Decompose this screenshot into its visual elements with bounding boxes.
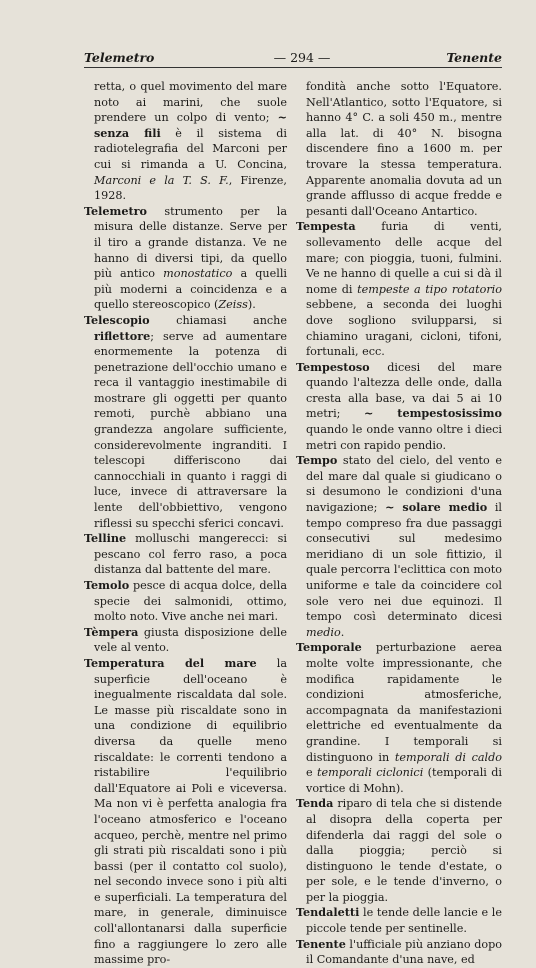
headword: Tempo (296, 453, 338, 468)
headword: Telemetro (84, 203, 148, 218)
entry-text: e (306, 766, 318, 780)
entry-text: perturbazione aerea molte volte impressionante, che modifica rapidamente le condizioni atmosferiche, accompagnata da manifestazioni elettriche ed eventualmente da grandine. I temporali si distinguono in (306, 641, 502, 764)
dictionary-entry (84, 656, 287, 968)
headword: Tèmpera (84, 624, 139, 639)
italic-text: temporali ciclonici (317, 766, 424, 780)
entry-text: retta, o quel movimento del mare noto ai marini, che suole prendere un colpo di vento; (94, 80, 287, 125)
entry-text: molluschi mangerecci: si pescano col ferro raso, a poca distanza dal battente del mare. (94, 532, 287, 577)
entry-text: la superficie dell'oceano è inegualmente riscaldata dal sole. Le masse più riscaldate sono in una condizione di equilibrio diversa da quelle meno riscaldate: le correnti tendono a ristabilire l'equilibrio dall'Equatore ai Poli e viceversa. Ma non vi è perfetta analogia fra l'oceano atmosferico e l'oceano acqueo, perchè, mentre nel primo gli strati più riscaldati sono i più bassi (per il contatto col suolo), nel secondo invece sono i più alti e superficiali. La temperatura del mare, in generale, diminuisce coll'allontanarsi dalla superficie fino a raggiungere lo zero alle massime pro- (94, 656, 287, 967)
entry-text: fondità anche sotto l'Equatore. Nell'Atlantico, sotto l'Equatore, si hanno 4° C. a soli 450 m., mentre alla lat. di 40° N. bisogna discendere fino a 1600 m. per trovare la stessa temperatura. Apparente anomalia dovuta ad un grande afflusso di acque fredde e pesanti dall'Oceano Antartico. (306, 80, 502, 218)
entry-text: ; serve ad aumentare enormemente la potenza di penetrazione dell'occhio umano e reca il vantaggio inestimabile di mostrare gli oggetti per quanto remoti, purchè abbiano una grandezza angolare sufficiente, considerevolmente ingranditi. I telescopi differiscono dai cannocchiali in quanto i raggi di luce, invece di attraversare la lente dell'obbiettivo, vengono riflessi su specchi sferici concavi. (94, 329, 287, 530)
dictionary-entry (84, 578, 287, 625)
entry-text: quando le onde vanno oltre i dieci metri con rapido pendio. (306, 423, 502, 452)
dictionary-entry (296, 796, 502, 905)
entry-text: strumento per la misura delle distanze. Serve per il tiro a grande distanza. Ve ne hanno di diversi tipi, da quello più antico (94, 204, 287, 281)
headword: ~ solare medio (385, 500, 488, 515)
headword: ~ tempestosissimo (364, 406, 502, 421)
italic-text: monostatico (163, 267, 233, 281)
italic-text: medio (306, 625, 341, 639)
entry-text: l'ufficiale più anziano dopo il Comandante d'una nave, ed (306, 937, 502, 967)
headword: ~ senza fili (94, 110, 287, 140)
entry-text: è il sistema di radiotelegrafia del Marconi per cui si rimanda a U. Concina, (94, 126, 287, 171)
running-header (84, 46, 502, 68)
italic-text: temporali di caldo (394, 750, 503, 764)
italic-text: tempeste a tipo rotatorio (357, 282, 502, 296)
dictionary-entry (296, 640, 502, 796)
header-last-word: Tenente (446, 50, 502, 65)
dictionary-entry (84, 313, 287, 531)
right-column (296, 79, 502, 968)
headword: riflettore (94, 328, 151, 343)
italic-text: Marconi e la T. S. F. (94, 173, 229, 187)
entry-text: dicesi del mare quando l'altezza delle onde, dalla cresta alla base, va dai 5 ai 10 metri; (306, 360, 502, 421)
entry-text: , Firenze, 1928. (94, 173, 287, 203)
entry-text: chiamasi anche (149, 313, 287, 327)
headword: Temperatura del mare (84, 655, 257, 670)
dictionary-entry (296, 360, 502, 454)
headword: Telescopio (84, 312, 150, 327)
italic-text: Zeiss (218, 298, 248, 312)
dictionary-entry (84, 531, 287, 578)
header-rule (84, 67, 502, 68)
headword: Tenente (296, 936, 346, 951)
left-column (84, 79, 287, 968)
entry-text: sebbene, a seconda dei luoghi dove sogliono svilupparsi, si chiamino uragani, cicloni, tifoni, fortunali, ecc. (306, 298, 502, 359)
headword: Tempestoso (296, 359, 370, 374)
continued-paragraph (84, 79, 287, 204)
entry-text: giusta disposizione delle vele al vento. (94, 625, 287, 655)
entry-text: furia di venti, sollevamento delle acque del mare; con pioggia, tuoni, fulmini. Ve ne hanno di quelle a cui si dà il nome di (306, 220, 502, 296)
entry-text: pesce di acqua dolce, della specie dei salmonidi, ottimo, molto noto. Vive anche nei mari. (94, 579, 287, 624)
entry-text: le tende delle lancie e le piccole tende per sentinelle. (306, 906, 502, 936)
headword: Tenda (296, 796, 334, 811)
entry-text: riparo di tela che si distende al disopra della coperta per difenderla dai raggi del sole o dalla pioggia; perciò si distinguono le tende d'estate, o per sole, e le tende d'inverno, o per la pioggia. (306, 797, 502, 904)
dictionary-entry (296, 905, 502, 936)
dictionary-entry (84, 204, 287, 313)
headword: Tendaletti (296, 905, 360, 920)
entry-text: . (340, 625, 345, 639)
dictionary-entry (296, 937, 502, 968)
headword: Telline (84, 531, 127, 546)
headword: Temolo (84, 578, 130, 592)
dictionary-entry (296, 219, 502, 359)
entry-text: a quelli più moderni a coincidenza e a quello stereoscopico ( (94, 267, 287, 312)
header-first-word: Telemetro (84, 50, 155, 65)
headword: Temporale (296, 640, 362, 655)
page-number: — 294 — (273, 50, 331, 65)
headword: Tempesta (296, 219, 356, 234)
entry-text: stato del cielo, del vento e del mare dal quale si giudicano o si desumono le condizioni d'una navigazione; (306, 454, 502, 515)
dictionary-entry (84, 625, 287, 656)
entry-text: ). (247, 298, 256, 312)
continued-paragraph (296, 79, 502, 219)
entry-text: il tempo compreso fra due passaggi consecutivi sul medesimo meridiano di un sole fittizio, il quale percorra l'eclittica con moto uniforme e tale da coincidere col sole vero nei due equinozi. Il tempo così determinato dicesi (306, 501, 502, 624)
entry-text: (temporali di vortice di Mohn). (306, 766, 502, 795)
dictionary-entry (296, 453, 502, 640)
